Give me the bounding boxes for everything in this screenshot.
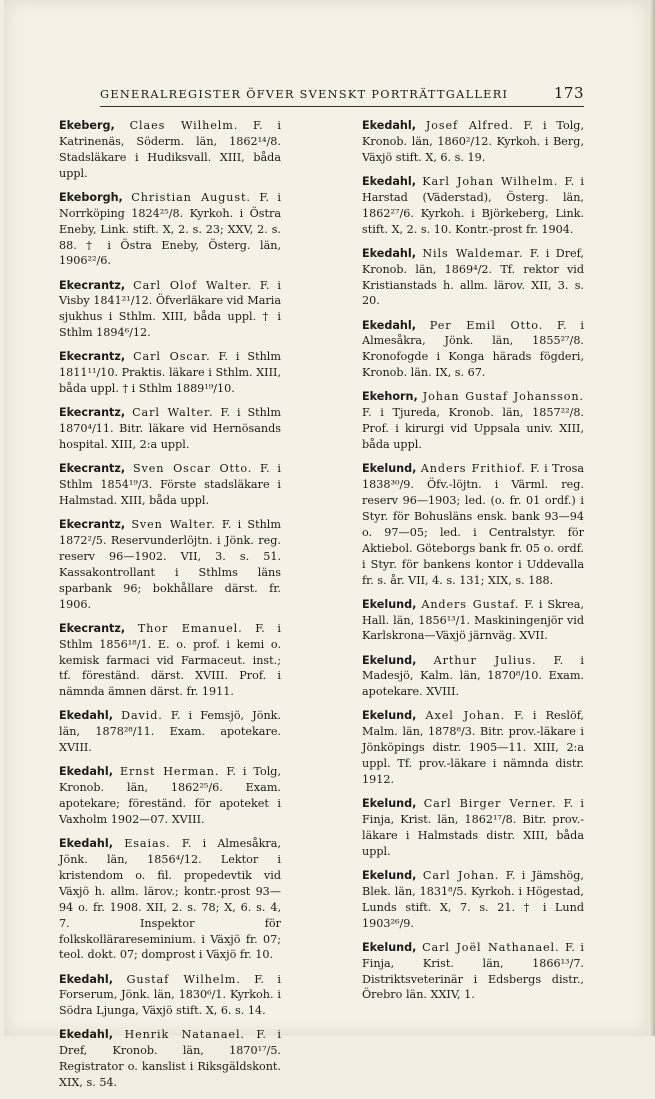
entry-surname: Ekelund, [362, 653, 417, 667]
entry-text: F. i Almesåkra, Jönk. län, 1856⁴/12. Lektor i kristendom o. fil. propedevtik vid Växjö h. allm. lärov.; kontr.-prost 93—94 o. fr. 1908. XII, 2. s. 78; X, 6. s. 4, 7. Inspektor för folkskollärareseminium. i Växjö fr. 07; teol. dokt. 07; domprost i Växjö fr. 10. [59, 837, 282, 962]
register-entry [362, 389, 584, 453]
entry-given-names: Nils Waldemar. [422, 246, 524, 260]
entry-surname: Ekeberg, [59, 119, 115, 132]
entry-given-names: Thor Emanuel. [137, 621, 243, 635]
entry-given-names: Axel Johan. [425, 709, 506, 723]
register-entry [59, 405, 281, 453]
entry-text: F. i Madesjö, Kalm. län, 1870⁸/10. Exam. apotekare. XVIII. [362, 653, 584, 699]
register-entry [59, 190, 281, 270]
header-title: GENERALREGISTER ÖFVER SVENSKT PORTRÄTTGALLERI [100, 88, 509, 101]
entry-surname: Ekelund, [362, 709, 417, 723]
register-entry [59, 349, 281, 397]
entry-surname: Ekeborgh, [59, 190, 123, 204]
register-entry [59, 1027, 281, 1091]
entry-surname: Ekecrantz, [59, 350, 126, 364]
entry-surname: Ekecrantz, [59, 621, 126, 635]
entry-text: F. i Forserum, Jönk. län, 1830⁶/1. Kyrkoh. i Södra Ljunga, Växjö stift. X, 6. s. 14. [59, 972, 281, 1018]
entry-text: F. i Femsjö, Jönk. län, 1878²⁸/11. Exam. apotekare. XVIII. [59, 709, 281, 755]
entry-surname: Ekedahl, [362, 174, 416, 188]
entry-given-names: Carl Olof Walter. [133, 278, 252, 292]
register-entry [59, 972, 281, 1020]
entry-surname: Ekelund, [362, 597, 417, 611]
entry-text: F. i Almesåkra, Jönk. län, 1855²⁷/8. Kronofogde i Konga härads fögderi, Kronob. län. IX, s. 67. [362, 318, 584, 380]
entry-surname: Ekelund, [362, 462, 417, 476]
entry-surname: Ekecrantz, [59, 406, 126, 420]
entry-given-names: Ernst Herman. [119, 765, 220, 779]
page-number: 173 [553, 84, 584, 102]
register-entry [59, 621, 281, 701]
register-entry [362, 318, 584, 382]
entry-surname: Ekecrantz, [59, 518, 126, 532]
entry-text: F. i Norrköping 1824²⁵/8. Kyrkoh. i Östra Eneby, Link. stift. X, 2. s. 23; XXV, 2. s. 88. † i Östra Eneby, Österg. län, 1906²²/6. [59, 190, 282, 268]
entry-text: F. i Skrea, Hall. län, 1856¹³/1. Maskiningenjör vid Karlskrona—Växjö järnväg. XVII. [362, 597, 584, 643]
entry-given-names: David. [121, 709, 163, 723]
entry-text: F. i Sthlm 1870⁴/11. Bitr. läkare vid Hernösands hospital. XIII, 2:a uppl. [59, 406, 281, 452]
entry-surname: Ekedahl, [362, 119, 416, 132]
entry-surname: Ekedahl, [59, 709, 113, 723]
entry-surname: Ekedahl, [59, 1028, 113, 1042]
entry-surname: Ekedahl, [59, 765, 113, 779]
entry-given-names: Per Emil Otto. [429, 318, 544, 332]
entry-text: F. i Sthlm 1811¹¹/10. Praktis. läkare i Sthlm. XIII, båda uppl. † i Sthlm 1889¹⁹/10. [59, 350, 281, 396]
entry-given-names: Carl Walter. [132, 406, 214, 420]
entry-surname: Ekecrantz, [59, 278, 126, 292]
entry-surname: Ekedahl, [59, 837, 113, 851]
page-fold-shadow [649, 0, 655, 1036]
register-entry [59, 118, 281, 182]
entry-given-names: Anders Frithiof. [420, 462, 526, 476]
register-entry [362, 461, 584, 588]
register-entry [59, 836, 281, 963]
register-entry [362, 708, 584, 788]
entry-surname: Ekedahl, [362, 318, 416, 332]
entry-surname: Ekelund, [362, 868, 417, 882]
entry-given-names: Claes Wilhelm. [129, 119, 239, 132]
entry-text: F. i Tjureda, Kronob. län, 1857²²/8. Prof. i kirurgi vid Uppsala univ. XIII, båda uppl. [362, 406, 584, 452]
entry-given-names: Carl Oscar. [133, 350, 211, 364]
entry-text: F. i Sthlm 1854¹⁹/3. Förste stadsläkare i Halmstad. XIII, båda uppl. [59, 462, 281, 507]
entry-text: F. i Finja, Krist. län, 1862¹⁷/8. Bitr. prov.-läkare i Halmstads distr. XIII, båda uppl. [362, 797, 585, 858]
register-entry [362, 118, 584, 166]
entry-given-names: Esaias. [124, 837, 171, 851]
entry-text: F. i Dref, Kronob. län, 1869⁴/2. Tf. rektor vid Kristianstads h. allm. lärov. XII, 3. s. 20. [362, 246, 584, 308]
entry-text: F. i Reslöf, Malm. län, 1878⁸/3. Bitr. prov.-läkare i Jönköpings distr. 1905—11. XIII, 2:a uppl. Tf. prov.-läkare i nämnda distr. 1912. [362, 709, 584, 787]
register-entry [59, 764, 281, 828]
entry-surname: Ekedahl, [59, 972, 113, 986]
running-header [100, 84, 584, 107]
entry-text: F. i Tolg, Kronob. län, 1862²⁵/6. Exam. apotekare; föreständ. för apoteket i Vaxholm 1902—07. XVIII. [59, 765, 282, 827]
register-entry [362, 940, 584, 1004]
entry-given-names: Carl Birger Verner. [423, 797, 557, 811]
entry-text: F. i Katrinenäs, Söderm. län, 1862¹⁴/8. Stadsläkare i Hudiksvall. XIII, båda uppl. [59, 119, 282, 180]
entry-text: F. i Finja, Krist. län, 1866¹³/7. Distriktsveterinär i Edsbergs distr., Örebro län. XXIV, 1. [362, 940, 584, 1002]
entry-surname: Ekecrantz, [59, 462, 126, 476]
entry-given-names: Arthur Julius. [433, 653, 537, 667]
entry-text: F. i Sthlm 1856¹⁸/1. E. o. prof. i kemi o. kemisk farmaci vid Farmaceut. inst.; tf. föreständ. därst. XVIII. Prof. i nämnda ämnen därst. fr. 1911. [59, 621, 281, 699]
entry-given-names: Sven Oscar Otto. [132, 462, 253, 476]
entry-surname: Ekedahl, [362, 246, 416, 260]
right-column [362, 118, 584, 1012]
entry-surname: Ekelund, [362, 797, 417, 811]
register-entry [362, 174, 584, 238]
entry-given-names: Henrik Natanael. [124, 1028, 245, 1042]
entry-text: F. i Visby 1841²¹/12. Öfverläkare vid Maria sjukhus i Sthlm. XIII, båda uppl. † i Sthlm 1894⁶/12. [59, 278, 281, 340]
register-entry [362, 246, 584, 310]
entry-given-names: Carl Johan. [422, 868, 500, 882]
entry-text: F. i Jämshög, Blek. län, 1831⁸/5. Kyrkoh. i Högestad, Lunds stift. X, 7. s. 21. † i Lund 1903²⁶/9. [362, 868, 584, 930]
entry-surname: Ekehorn, [362, 390, 418, 404]
entry-surname: Ekelund, [362, 940, 417, 954]
entry-text: F. i Dref, Kronob. län, 1870¹⁷/5. Registrator o. kanslist i Riksgäldskont. XIX, s. 54. [59, 1028, 282, 1090]
entry-text: F. i Tolg, Kronob. län, 1860²/12. Kyrkoh. i Berg, Växjö stift. X, 6. s. 19. [362, 119, 585, 164]
register-entry [59, 278, 281, 342]
entry-text: F. i Harstad (Väderstad), Österg. län, 1862²⁷/6. Kyrkoh. i Björkeberg, Link. stift. X, 2. s. 10. Kontr.-prost fr. 1904. [362, 174, 584, 236]
entry-given-names: Gustaf Wilhelm. [126, 972, 241, 986]
register-entry [59, 461, 281, 509]
entry-given-names: Josef Alfred. [425, 119, 514, 132]
register-entry [362, 653, 584, 701]
register-entry [362, 868, 584, 932]
entry-text: F. i Trosa 1838³⁰/9. Öfv.-löjtn. i Värml. reg. reserv 96—1903; led. (o. fr. 01 ordf.) i Styr. för Bohusläns ensk. bank 93—94 o. 97—05; led. i Centralstyr. för Aktiebol. Göteborgs bank fr. 05 o. ordf. i Styr. för bankens kontor i Uddevalla fr. s. år. VII, 4. s. 131; XIX, s. 188. [362, 462, 584, 587]
entry-text: F. i Sthlm 1872²/5. Reservunderlöjtn. i Jönk. reg. reserv 96—1902. VII, 3. s. 51. Kassakontrollant i Sthlms läns sparbank 96; bokhållare därst. fr. 1906. [59, 518, 281, 611]
entry-given-names: Carl Joël Nathanael. [422, 940, 560, 954]
entry-given-names: Anders Gustaf. [421, 597, 520, 611]
register-entry [362, 597, 584, 645]
register-entry [59, 708, 281, 756]
entry-given-names: Sven Walter. [131, 518, 216, 532]
register-entry [59, 517, 281, 612]
register-entry [362, 796, 584, 860]
entry-given-names: Christian August. [131, 190, 251, 204]
left-column [59, 118, 281, 1099]
entry-given-names: Johan Gustaf Johansson. [422, 390, 584, 404]
entry-given-names: Karl Johan Wilhelm. [422, 174, 559, 188]
